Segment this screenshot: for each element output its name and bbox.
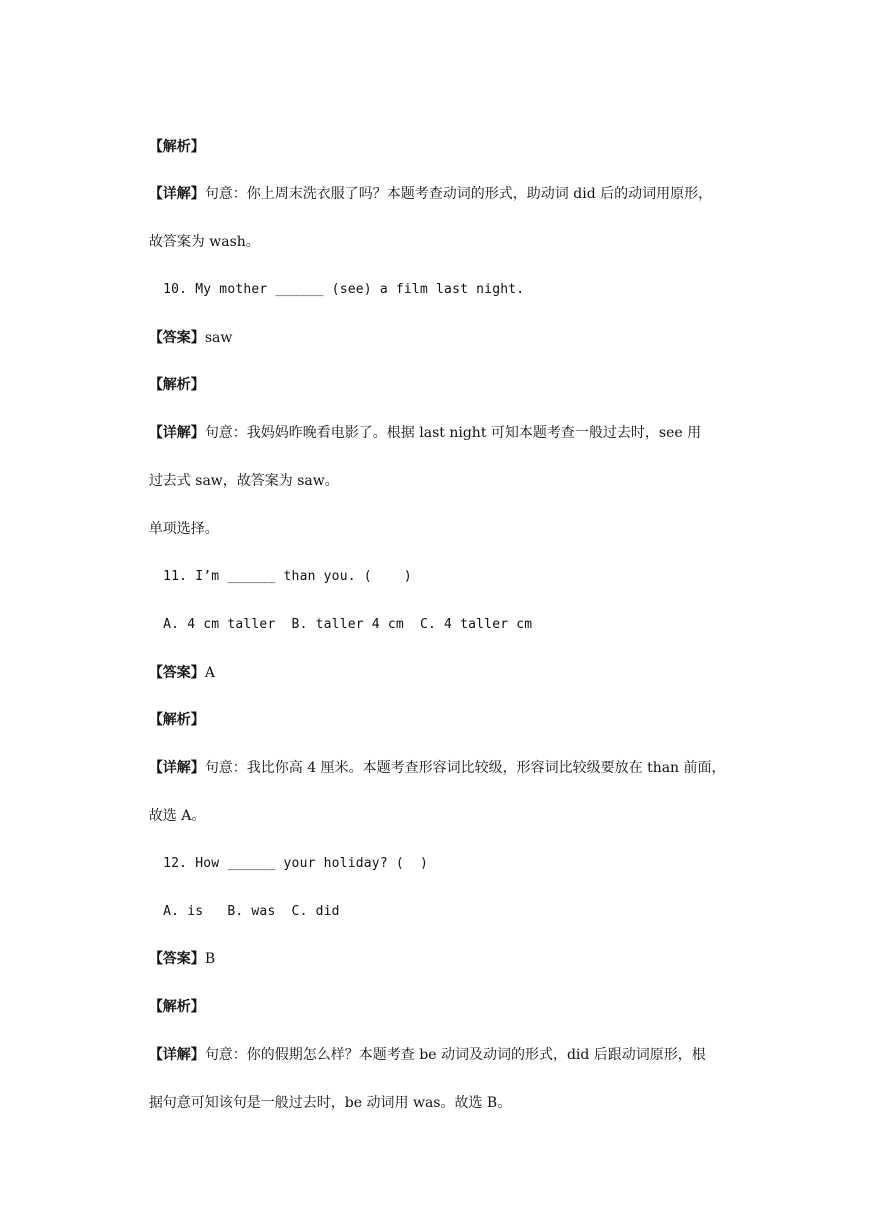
analysis-heading-10 (131, 358, 205, 412)
answer-text: B (204, 951, 216, 967)
detail-label: 【详解】 (148, 1047, 205, 1063)
detail-line-11a (131, 741, 726, 795)
analysis-heading-9 (131, 120, 205, 174)
question-text: 10. My mother ______ (see) a film last night. (163, 282, 525, 297)
question-text: 11. I’m ______ than you. ( ) (163, 569, 412, 584)
detail-line-12b (131, 1076, 511, 1130)
detail-text: 故选 A。 (148, 808, 206, 824)
answer-text: saw (204, 330, 233, 346)
answer-12 (131, 932, 215, 986)
detail-line-10a (131, 406, 701, 460)
answer-11 (131, 646, 215, 700)
options-text: A. is B. was C. did (163, 904, 340, 919)
options-12 (131, 885, 340, 939)
detail-text: 句意：你上周末洗衣服了吗？本题考查动词的形式，助动词 did 后的动词用原形， (204, 186, 713, 202)
detail-line-9a (131, 167, 712, 221)
detail-text: 过去式 saw，故答案为 saw。 (148, 473, 339, 489)
question-11 (131, 550, 412, 604)
options-text: A. 4 cm taller B. taller 4 cm C. 4 taller cm (163, 617, 533, 632)
detail-text: 故答案为 wash。 (148, 234, 260, 250)
question-12 (131, 837, 428, 891)
detail-line-10b (131, 454, 339, 508)
detail-text: 句意：我比你高 4 厘米。本题考查形容词比较级，形容词比较级要放在 than 前面， (204, 760, 726, 776)
analysis-heading-11 (131, 693, 205, 747)
section-title: 单项选择。 (148, 521, 219, 537)
detail-line-9b (131, 215, 260, 269)
answer-label: 【答案】 (148, 951, 205, 967)
analysis-heading-12 (131, 980, 205, 1034)
answer-label: 【答案】 (148, 330, 205, 346)
answer-label: 【答案】 (148, 665, 205, 681)
detail-text: 句意：我妈妈昨晚看电影了。根据 last night 可知本题考查一般过去时，see 用 (204, 425, 702, 441)
detail-line-12a (131, 1028, 706, 1082)
analysis-label: 【解析】 (148, 999, 205, 1015)
answer-10 (131, 311, 232, 365)
detail-label: 【详解】 (148, 760, 205, 776)
analysis-label: 【解析】 (148, 139, 205, 155)
answer-text: A (204, 665, 215, 681)
detail-line-11b (131, 789, 205, 843)
analysis-label: 【解析】 (148, 377, 205, 393)
detail-text: 句意：你的假期怎么样？本题考查 be 动词及动词的形式，did 后跟动词原形，根 (204, 1047, 706, 1063)
options-11 (131, 598, 532, 652)
detail-label: 【详解】 (148, 425, 205, 441)
analysis-label: 【解析】 (148, 712, 205, 728)
section-heading (131, 502, 219, 556)
detail-label: 【详解】 (148, 186, 205, 202)
question-text: 12. How ______ your holiday? ( ) (163, 856, 428, 871)
detail-text: 据句意可知该句是一般过去时，be 动词用 was。故选 B。 (148, 1095, 512, 1111)
question-10 (131, 263, 524, 317)
